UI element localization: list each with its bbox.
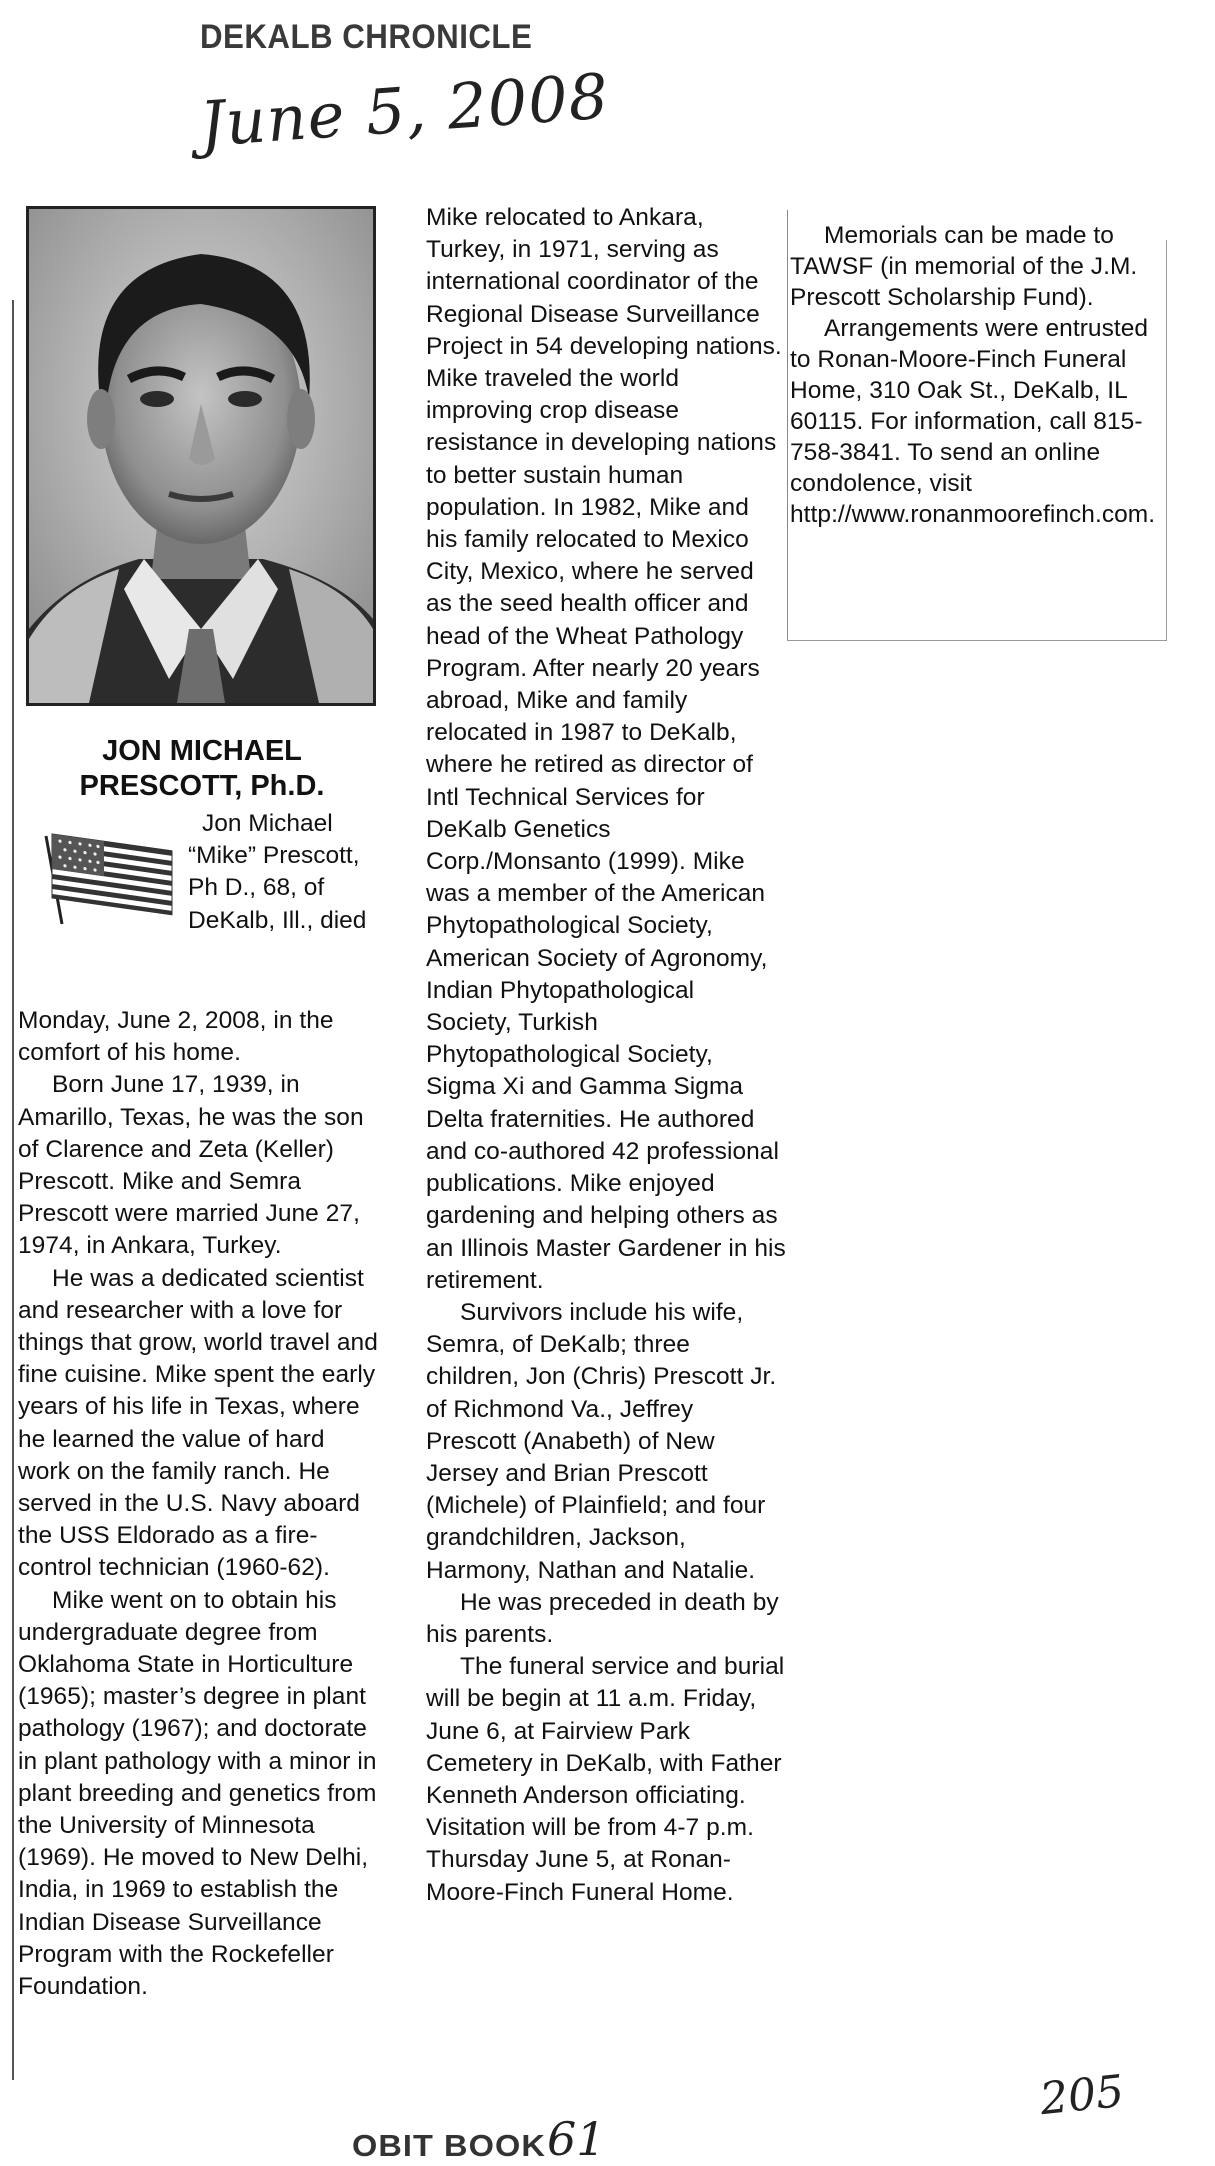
- col2-paragraph: Mike relocated to Ankara, Turkey, in 1971, serving as international coordinator of the Regional Disease Surveillance Project in 54 developing nations. Mike traveled the world improving crop disease resistance in developing nations to better sustain human population. In 1982, Mike and his family relocated to Mexico City, Mexico, where he served as the seed health officer and head of the Wheat Pathology Program. After nearly 20 years abroad, Mike and family relocated in 1987 to DeKalb, where he retired as director of Intl Technical Services for DeKalb Genetics Corp./Monsanto (1999). Mike was a member of the American Phytopathological Society, American Society of Agronomy, Indian Phytopathological Society, Turkish Phytopathological Society, Sigma Xi and Gamma Sigma Delta fraternities. He authored and co-authored 42 professional publications. Mike enjoyed gardening and helping others as an Illinois Master Gardener in his retirement.: [426, 204, 786, 1294]
- col3-bottom-rule: [787, 640, 1167, 641]
- column-3: [790, 220, 1170, 530]
- obit-book-number: 61: [547, 2112, 606, 2166]
- col1-paragraph: Monday, June 2, 2008, in the comfort of his home.: [18, 1007, 334, 1067]
- intro-paragraph: Jon Michael “Mike” Prescott, Ph D., 68, of DeKalb, Ill., died: [188, 810, 367, 934]
- portrait-photo: [26, 206, 376, 706]
- column-1: [18, 1005, 378, 2003]
- left-column-rule: [12, 300, 14, 2080]
- col3-paragraph: Memorials can be made to TAWSF (in memorial of the J.M. Prescott Scholarship Fund).: [790, 222, 1138, 311]
- col1-paragraph: Mike went on to obtain his undergraduate degree from Oklahoma State in Horticulture (1965); master’s degree in plant pathology (1967); and doctorate in plant pathology with a minor in plant breeding and genetics from the University of Minnesota (1969). He moved to New Delhi, India, in 1969 to establish the Indian Disease Surveillance Program with the Rockefeller Foundation.: [18, 1586, 377, 2001]
- col2-paragraph: He was preceded in death by his parents.: [426, 1588, 779, 1648]
- col1-paragraph: Born June 17, 1939, in Amarillo, Texas, he was the son of Clarence and Zeta (Keller) Prescott. Mike and Semra Prescott were married June 27, 1974, in Ankara, Turkey.: [18, 1071, 364, 1260]
- page-number: 205: [1037, 2065, 1127, 2126]
- masthead: DEKALB CHRONICLE: [200, 18, 533, 56]
- column-2: [426, 202, 786, 1909]
- col2-paragraph: Survivors include his wife, Semra, of DeKalb; three children, Jon (Chris) Prescott Jr. of Richmond Va., Jeffrey Prescott (Anabeth) of New Jersey and Brian Prescott (Michele) of Plainfield; and four grandchildren, Jackson, Harmony, Nathan and Natalie.: [426, 1298, 777, 1584]
- col3-paragraph: Arrangements were entrusted to Ronan-Moore-Finch Funeral Home, 310 Oak St., DeKalb, IL 60115. For information, call 815-758-3841. To send an online condolence, visit http://www.ronanmoorefinch.com.: [790, 315, 1156, 528]
- col3-left-rule: [787, 210, 788, 640]
- handwritten-date: June 5, 2008: [197, 59, 612, 161]
- intro-text: [188, 808, 373, 937]
- obit-book-label: OBIT BOOK: [352, 2128, 546, 2163]
- obituary-headline: JON MICHAEL PRESCOTT, Ph.D.: [79, 735, 325, 802]
- american-flag-icon: [38, 826, 178, 926]
- col2-paragraph: The funeral service and burial will be begin at 11 a.m. Friday, June 6, at Fairview Park Cemetery in DeKalb, with Father Kenneth Anderson officiating. Visitation will be from 4-7 p.m. Thursday June 5, at Ronan-Moore-Finch Funeral Home.: [426, 1653, 785, 1906]
- col1-paragraph: He was a dedicated scientist and researcher with a love for things that grow, world travel and fine cuisine. Mike spent the early years of his life in Texas, where he learned the value of hard work on the family ranch. He served in the U.S. Navy aboard the USS Eldorado as a fire-control technician (1960-62).: [18, 1264, 378, 1582]
